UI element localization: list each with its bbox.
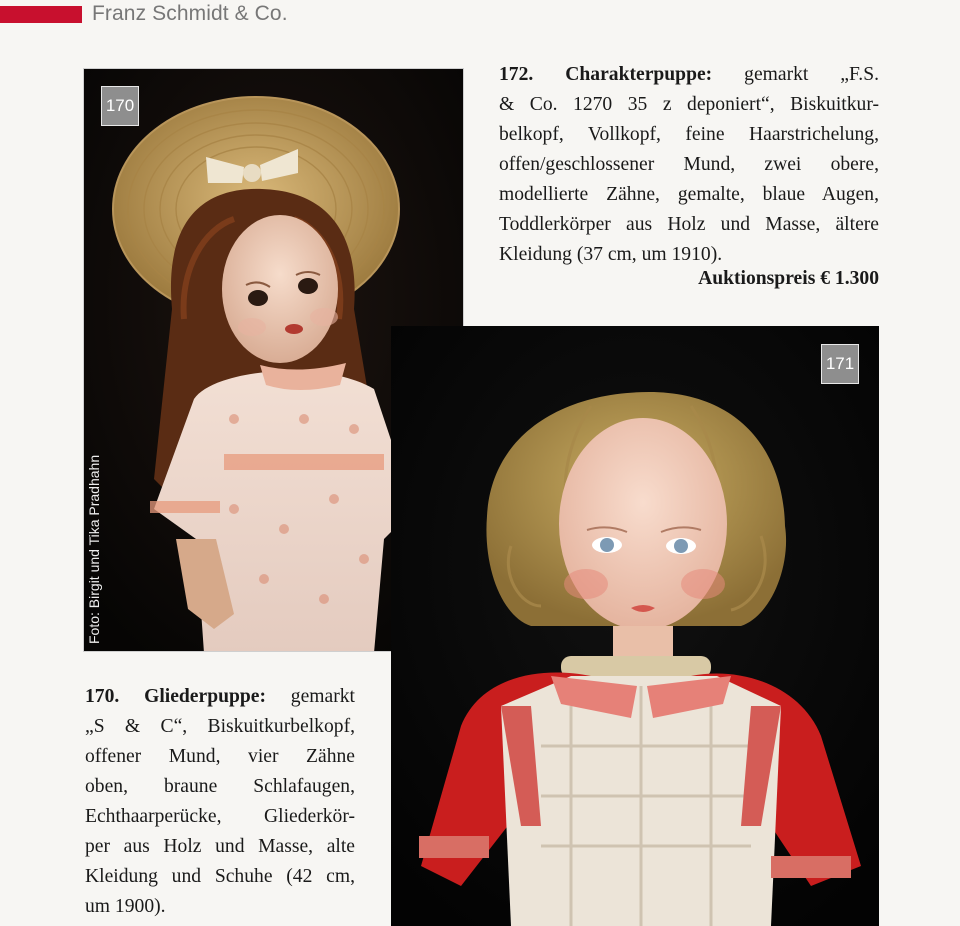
item-172-number: 172. [499, 64, 534, 85]
item-172-line-5: modellierte Zähne, gemalte, blaue Augen, [499, 184, 879, 205]
running-header: Franz Schmidt & Co. [92, 2, 288, 25]
photo-number-170: 170 [101, 86, 139, 126]
item-172-name: Charakterpuppe: [565, 64, 713, 85]
item-170-line-6: per aus Holz und Masse, alte [85, 836, 355, 857]
item-172-line-6: Toddlerkörper aus Holz und Masse, ältere [499, 214, 879, 235]
item-170-line-8: um 1900). [85, 896, 166, 917]
item-170-number: 170. [85, 686, 120, 707]
item-172-auction-price: Auktionspreis € 1.300 [698, 268, 879, 289]
item-170-line-1: gemarkt [290, 686, 355, 707]
item-172-description [499, 60, 879, 270]
item-172-line-1: gemarkt „F.S. [744, 64, 879, 85]
photo-number-171: 171 [821, 344, 859, 384]
photo-credit: Foto: Birgit und Tika Pradhahn [86, 454, 102, 644]
header-accent-bar [0, 6, 82, 23]
item-170-description [85, 682, 355, 922]
item-172-line-3: belkopf, Vollkopf, feine Haarstrichelung, [499, 124, 879, 145]
item-170-line-3: offener Mund, vier Zähne [85, 746, 355, 767]
item-170-name: Gliederpuppe: [144, 686, 267, 707]
item-172-line-4: offen/geschlossener Mund, zwei obere, [499, 154, 879, 175]
item-170-line-4: oben, braune Schlafaugen, [85, 776, 355, 797]
item-170-line-2: „S & C“, Biskuitkurbelkopf, [85, 716, 355, 737]
item-170-line-5: Echthaarperücke, Gliederkör- [85, 806, 355, 827]
doll-photo-171 [391, 326, 879, 926]
item-172-line-2: & Co. 1270 35 z deponiert“, Biskuitkur- [499, 94, 879, 115]
doll-171-illustration [391, 326, 879, 926]
item-172-line-7: Kleidung (37 cm, um 1910). [499, 244, 723, 265]
item-170-line-7: Kleidung und Schuhe (42 cm, [85, 866, 355, 887]
